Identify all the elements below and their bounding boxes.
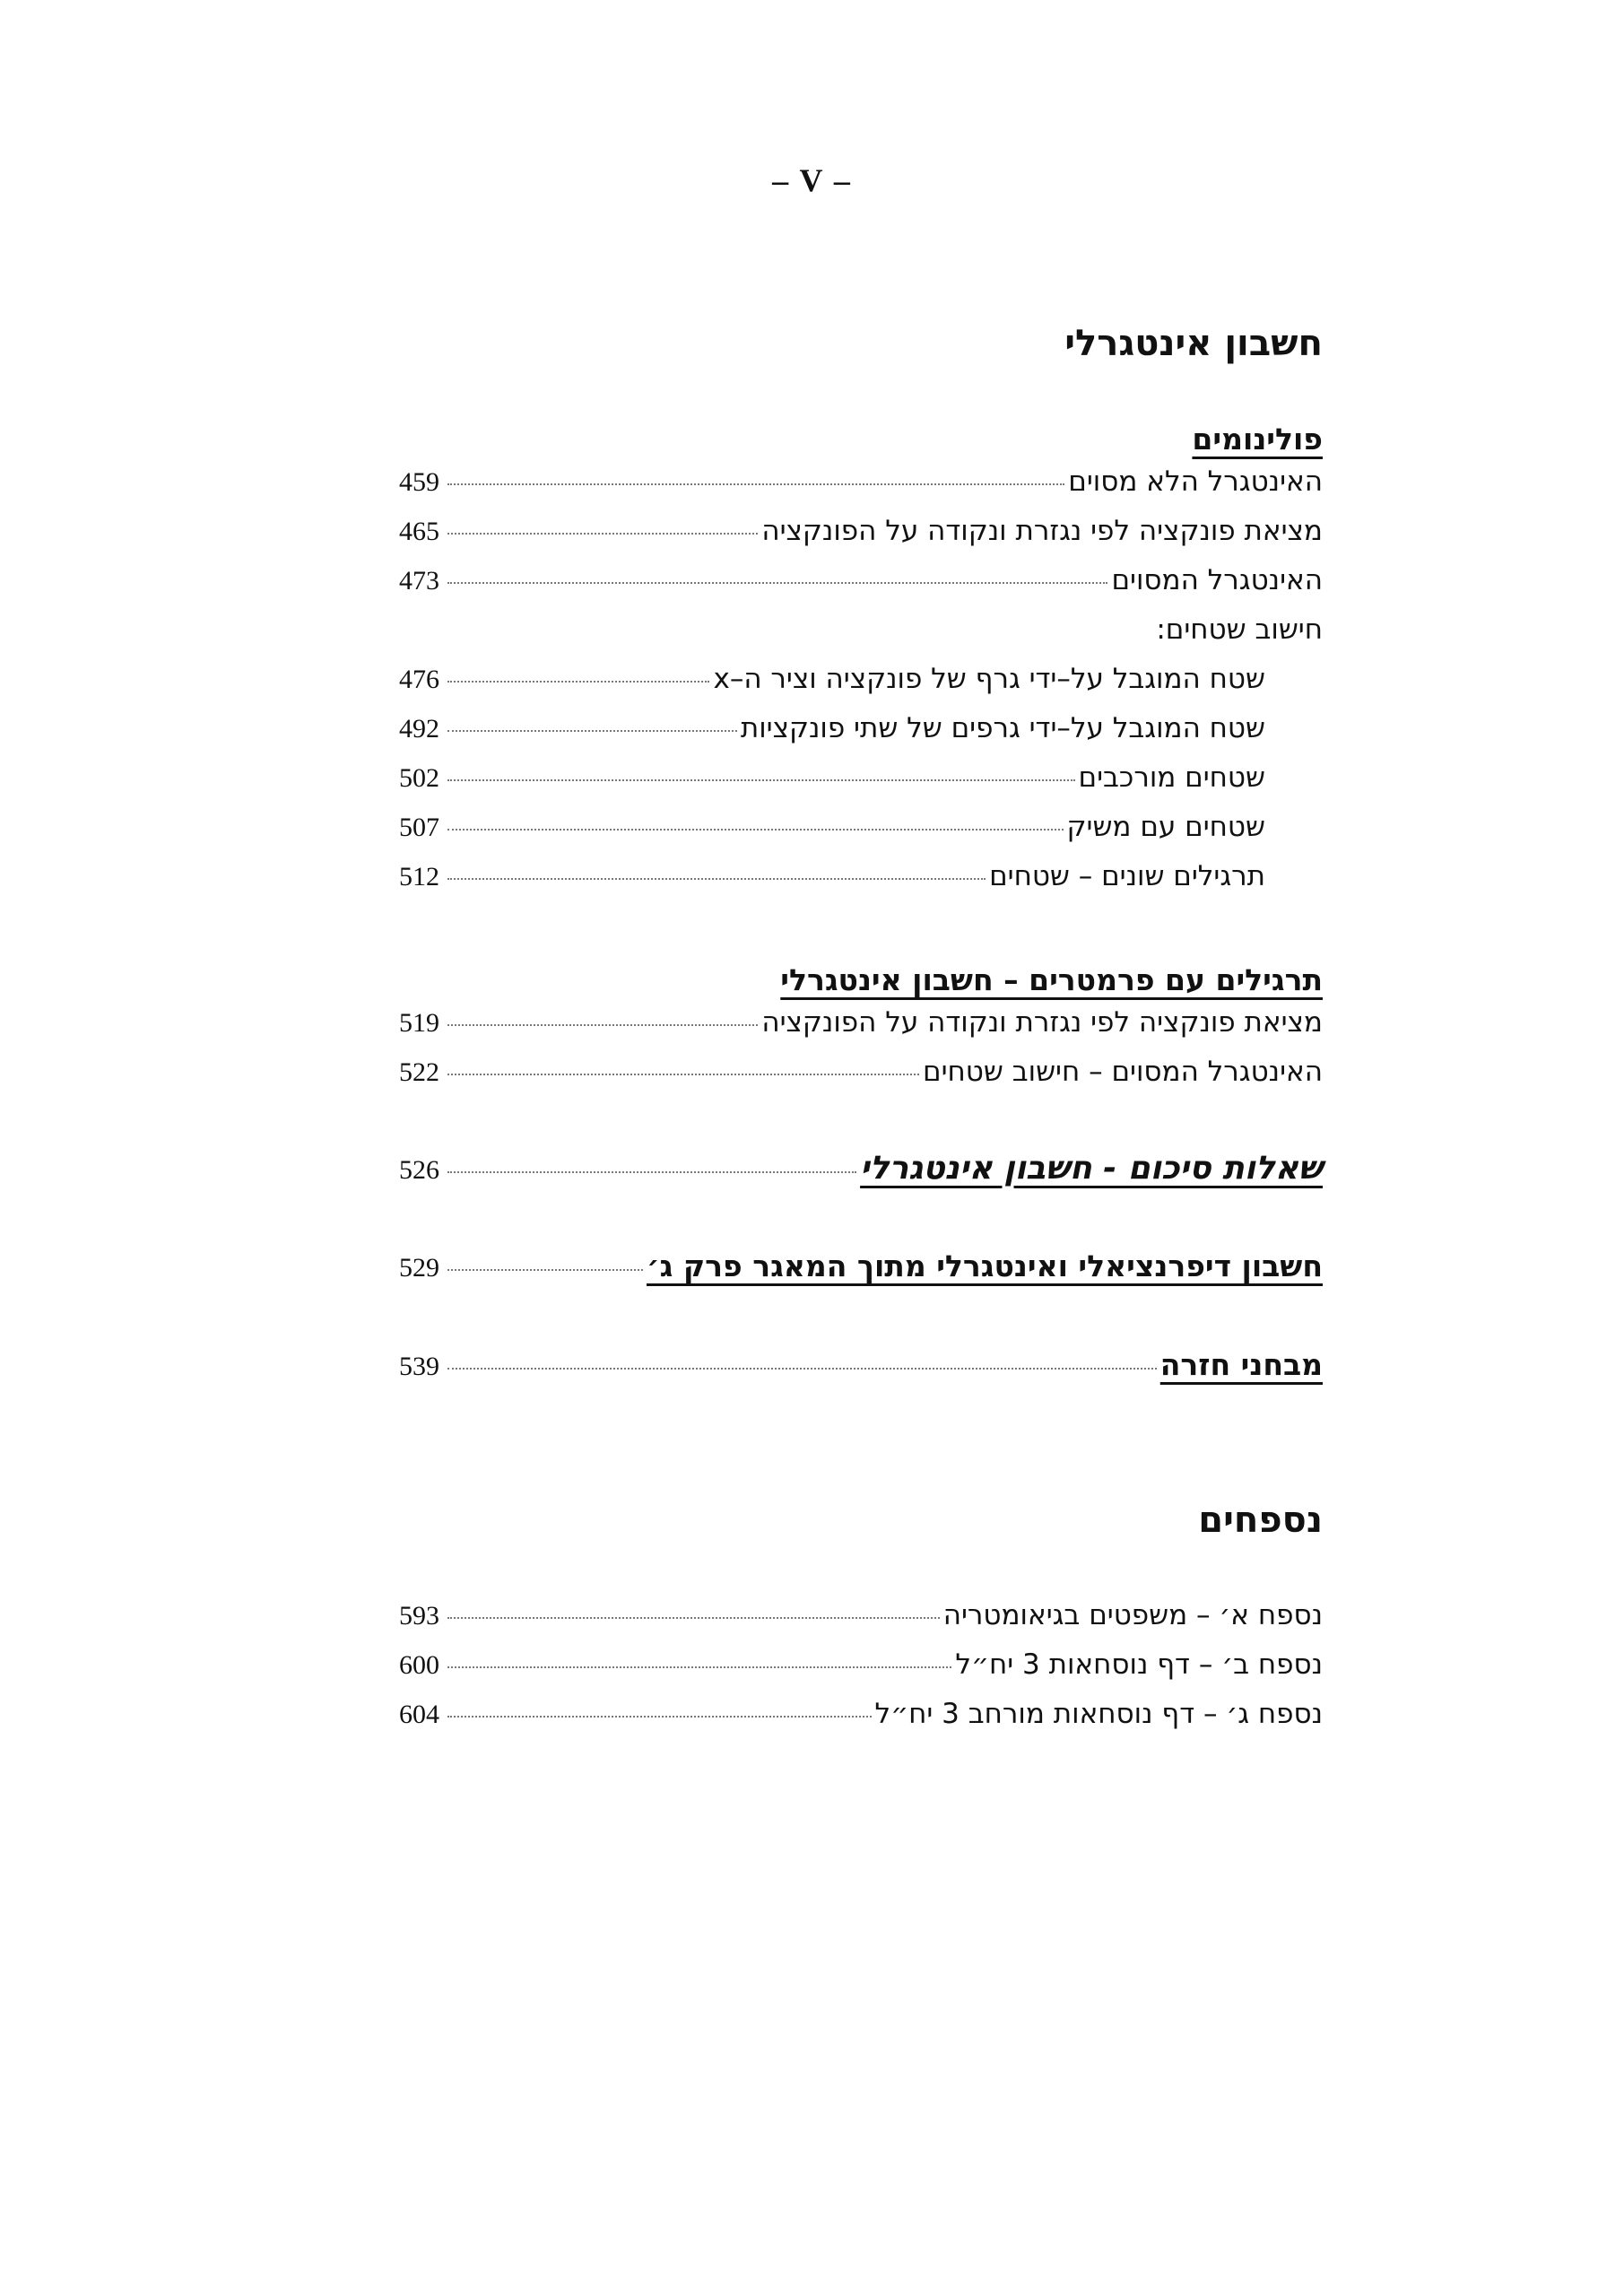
toc-entry-page: 492 — [399, 714, 439, 744]
leader-dots — [447, 779, 1075, 781]
leader-dots — [447, 878, 986, 880]
section-heading-polynomials: פולינומים — [1192, 422, 1323, 457]
toc-entry-page: 459 — [399, 467, 439, 497]
leader-dots — [447, 533, 758, 535]
toc-entry[interactable] — [399, 860, 1323, 909]
toc-entry-label: שטחים עם משיק — [1066, 811, 1265, 843]
toc-section-label: שאלות סיכום - חשבון אינטגרלי — [860, 1150, 1323, 1187]
leader-dots — [447, 1666, 951, 1668]
leader-dots — [447, 1171, 856, 1173]
toc-entry-page: 502 — [399, 763, 439, 793]
toc-entry-label: שטח המוגבל על–ידי גרפים של שתי פונקציות — [740, 712, 1265, 744]
leader-dots — [447, 1716, 872, 1718]
toc-entry-page: 476 — [399, 665, 439, 694]
part-title-integral: חשבון אינטגרלי — [1064, 323, 1323, 364]
toc-section-page: 526 — [399, 1155, 439, 1185]
leader-dots — [447, 1024, 758, 1026]
toc-section-label: מבחני חזרה — [1159, 1347, 1323, 1382]
toc-entry[interactable] — [399, 1599, 1323, 1648]
toc-entry-label: נספח א׳ – משפטים בגיאומטריה — [942, 1599, 1323, 1631]
leader-dots — [447, 582, 1107, 584]
leader-dots — [447, 730, 737, 732]
leader-dots — [447, 483, 1064, 485]
leader-dots — [447, 1074, 919, 1075]
toc-entry-page: 512 — [399, 862, 439, 891]
toc-entry-page: 522 — [399, 1057, 439, 1087]
toc-entry[interactable] — [399, 564, 1323, 613]
toc-entry-page: 600 — [399, 1650, 439, 1680]
toc-entry-page: 473 — [399, 566, 439, 596]
toc-entry[interactable] — [399, 1698, 1323, 1747]
toc-entry-label: האינטגרל המסוים — [1111, 564, 1323, 596]
toc-entry[interactable] — [399, 1006, 1323, 1056]
toc-section-page: 529 — [399, 1253, 439, 1283]
toc-entry[interactable] — [399, 761, 1323, 811]
toc-entry-label: האינטגרל המסוים – חישוב שטחים — [923, 1056, 1323, 1088]
toc-entry-label: שטחים מורכבים — [1078, 761, 1265, 794]
toc-section-review[interactable] — [399, 1347, 1323, 1401]
toc-entry-label: תרגילים שונים – שטחים — [989, 860, 1265, 892]
areas-subheading — [399, 613, 1323, 663]
table-of-contents — [399, 318, 1323, 1747]
leader-dots — [447, 1269, 643, 1271]
leader-dots — [447, 1617, 940, 1619]
leader-dots — [447, 829, 1064, 831]
toc-entry[interactable] — [399, 1648, 1323, 1698]
toc-entry[interactable] — [399, 465, 1323, 515]
toc-entry[interactable] — [399, 712, 1323, 761]
section-heading-parameters: תרגילים עם פרמטרים – חשבון אינטגרלי — [780, 962, 1323, 997]
page-number: – V – — [772, 162, 852, 198]
toc-section-label: חשבון דיפרנציאלי ואינטגרלי מתוך המאגר פרק ג׳ — [646, 1248, 1323, 1283]
toc-entry-label: שטח המוגבל על–ידי גרף של פונקציה וציר ה–x — [713, 663, 1265, 695]
toc-entry-page: 507 — [399, 813, 439, 842]
toc-entry[interactable] — [399, 663, 1323, 712]
toc-entry[interactable] — [399, 1056, 1323, 1105]
toc-entry-page: 593 — [399, 1601, 439, 1631]
toc-section-page: 539 — [399, 1352, 439, 1381]
toc-entry-page: 519 — [399, 1008, 439, 1038]
toc-entry[interactable] — [399, 811, 1323, 860]
areas-label: חישוב שטחים: — [1156, 613, 1323, 646]
leader-dots — [447, 1368, 1157, 1370]
toc-section-bagrut[interactable] — [399, 1248, 1323, 1302]
toc-entry-label: מציאת פונקציה לפי נגזרת ונקודה על הפונקציה — [761, 1006, 1323, 1039]
leader-dots — [447, 681, 709, 683]
toc-entry[interactable] — [399, 515, 1323, 564]
toc-section-summary[interactable] — [399, 1150, 1323, 1204]
part-title-appendices: נספחים — [1198, 1500, 1323, 1541]
toc-entry-label: מציאת פונקציה לפי נגזרת ונקודה על הפונקציה — [761, 515, 1323, 547]
toc-entry-page: 604 — [399, 1700, 439, 1729]
toc-entry-label: נספח ב׳ – דף נוסחאות 3 יח״ל — [955, 1648, 1323, 1681]
toc-entry-label: האינטגרל הלא מסוים — [1068, 465, 1323, 498]
toc-entry-page: 465 — [399, 517, 439, 546]
toc-entry-label: נספח ג׳ – דף נוסחאות מורחב 3 יח״ל — [874, 1698, 1323, 1730]
